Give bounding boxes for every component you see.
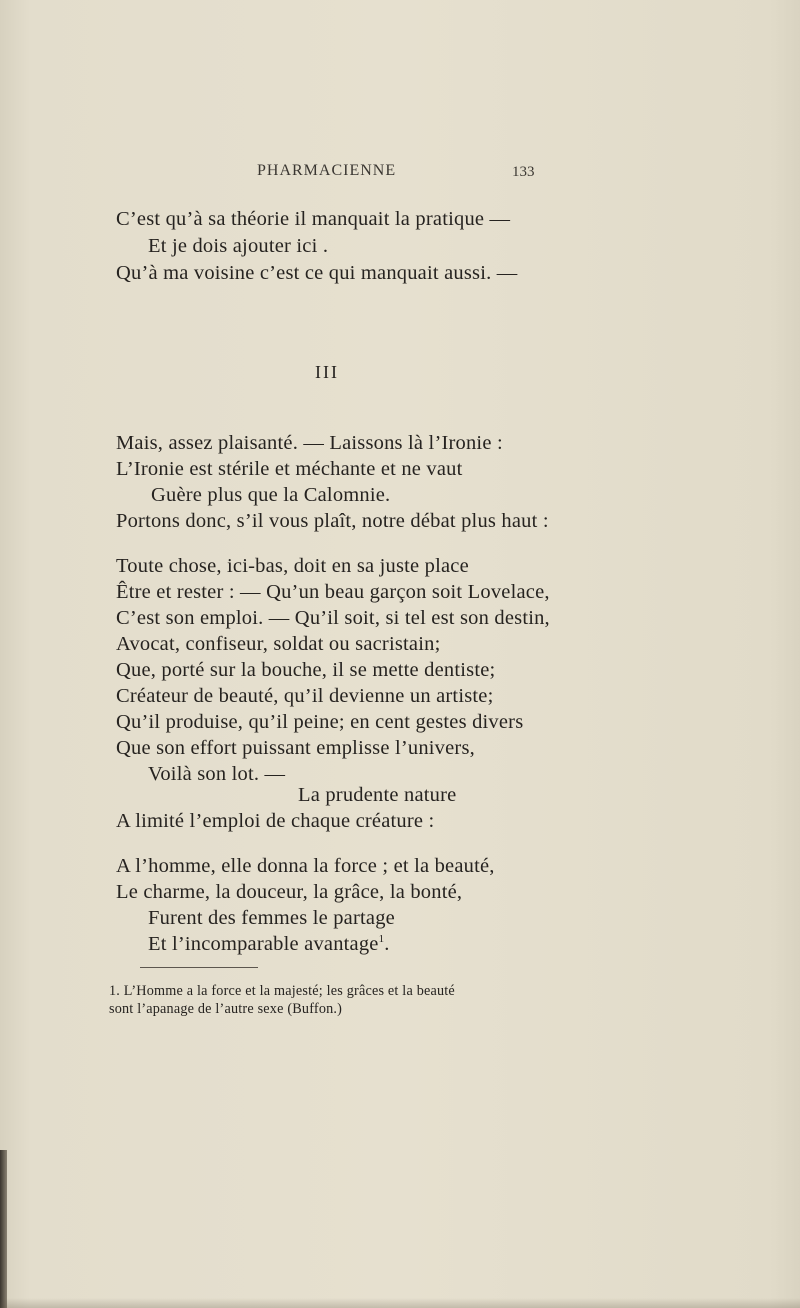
verse-line: La prudente nature [298, 784, 457, 806]
verse-line: Le charme, la douceur, la grâce, la bonté, [116, 881, 463, 903]
verse-line: Guère plus que la Calomnie. [151, 484, 391, 506]
verse-line: Qu’à ma voisine c’est ce qui manquait aussi. — [116, 262, 518, 284]
verse-line: Furent des femmes le partage [148, 907, 395, 929]
running-title: PHARMACIENNE [257, 162, 397, 179]
verse-line: C’est son emploi. — Qu’il soit, si tel est son destin, [116, 607, 550, 629]
verse-line: Qu’il produise, qu’il peine; en cent gestes divers [116, 711, 524, 733]
verse-line: Être et rester : — Qu’un beau garçon soit Lovelace, [116, 581, 550, 603]
footnote [109, 982, 559, 1018]
footnote-line: 1. L’Homme a la force et la majesté; les grâces et la beauté [109, 983, 455, 999]
page-header [0, 162, 800, 186]
section-numeral: III [315, 362, 339, 382]
footnote-divider [140, 967, 258, 968]
verse-line: Et je dois ajouter ici . [148, 235, 329, 257]
verse-line: Mais, assez plaisanté. — Laissons là l’Ironie : [116, 432, 503, 454]
page-bottom-shadow [0, 1298, 800, 1308]
verse-end-period: . [384, 933, 390, 955]
verse-line-with-note [148, 933, 390, 956]
verse-line: Créateur de beauté, qu’il devienne un artiste; [116, 685, 494, 707]
verse-text: Et l’incomparable avantage [148, 933, 379, 955]
footnote-marker: 1 [378, 933, 385, 946]
verse-line: Toute chose, ici-bas, doit en sa juste place [116, 555, 469, 577]
verse-line: L’Ironie est stérile et méchante et ne vaut [116, 458, 463, 480]
verse-line: Portons donc, s’il vous plaît, notre débat plus haut : [116, 510, 549, 532]
verse-line: Avocat, confiseur, soldat ou sacristain; [116, 633, 441, 655]
verse-line: A l’homme, elle donna la force ; et la beauté, [116, 855, 495, 877]
binding-edge [0, 1150, 7, 1308]
verse-line: Que son effort puissant emplisse l’univers, [116, 737, 475, 759]
verse-line: Voilà son lot. — [148, 763, 286, 785]
verse-line: C’est qu’à sa théorie il manquait la pratique — [116, 208, 511, 230]
verse-line: A limité l’emploi de chaque créature : [116, 810, 435, 832]
page-number: 133 [512, 164, 535, 180]
verse-line: Que, porté sur la bouche, il se mette dentiste; [116, 659, 496, 681]
footnote-line: sont l’apanage de l’autre sexe (Buffon.) [109, 1001, 343, 1017]
